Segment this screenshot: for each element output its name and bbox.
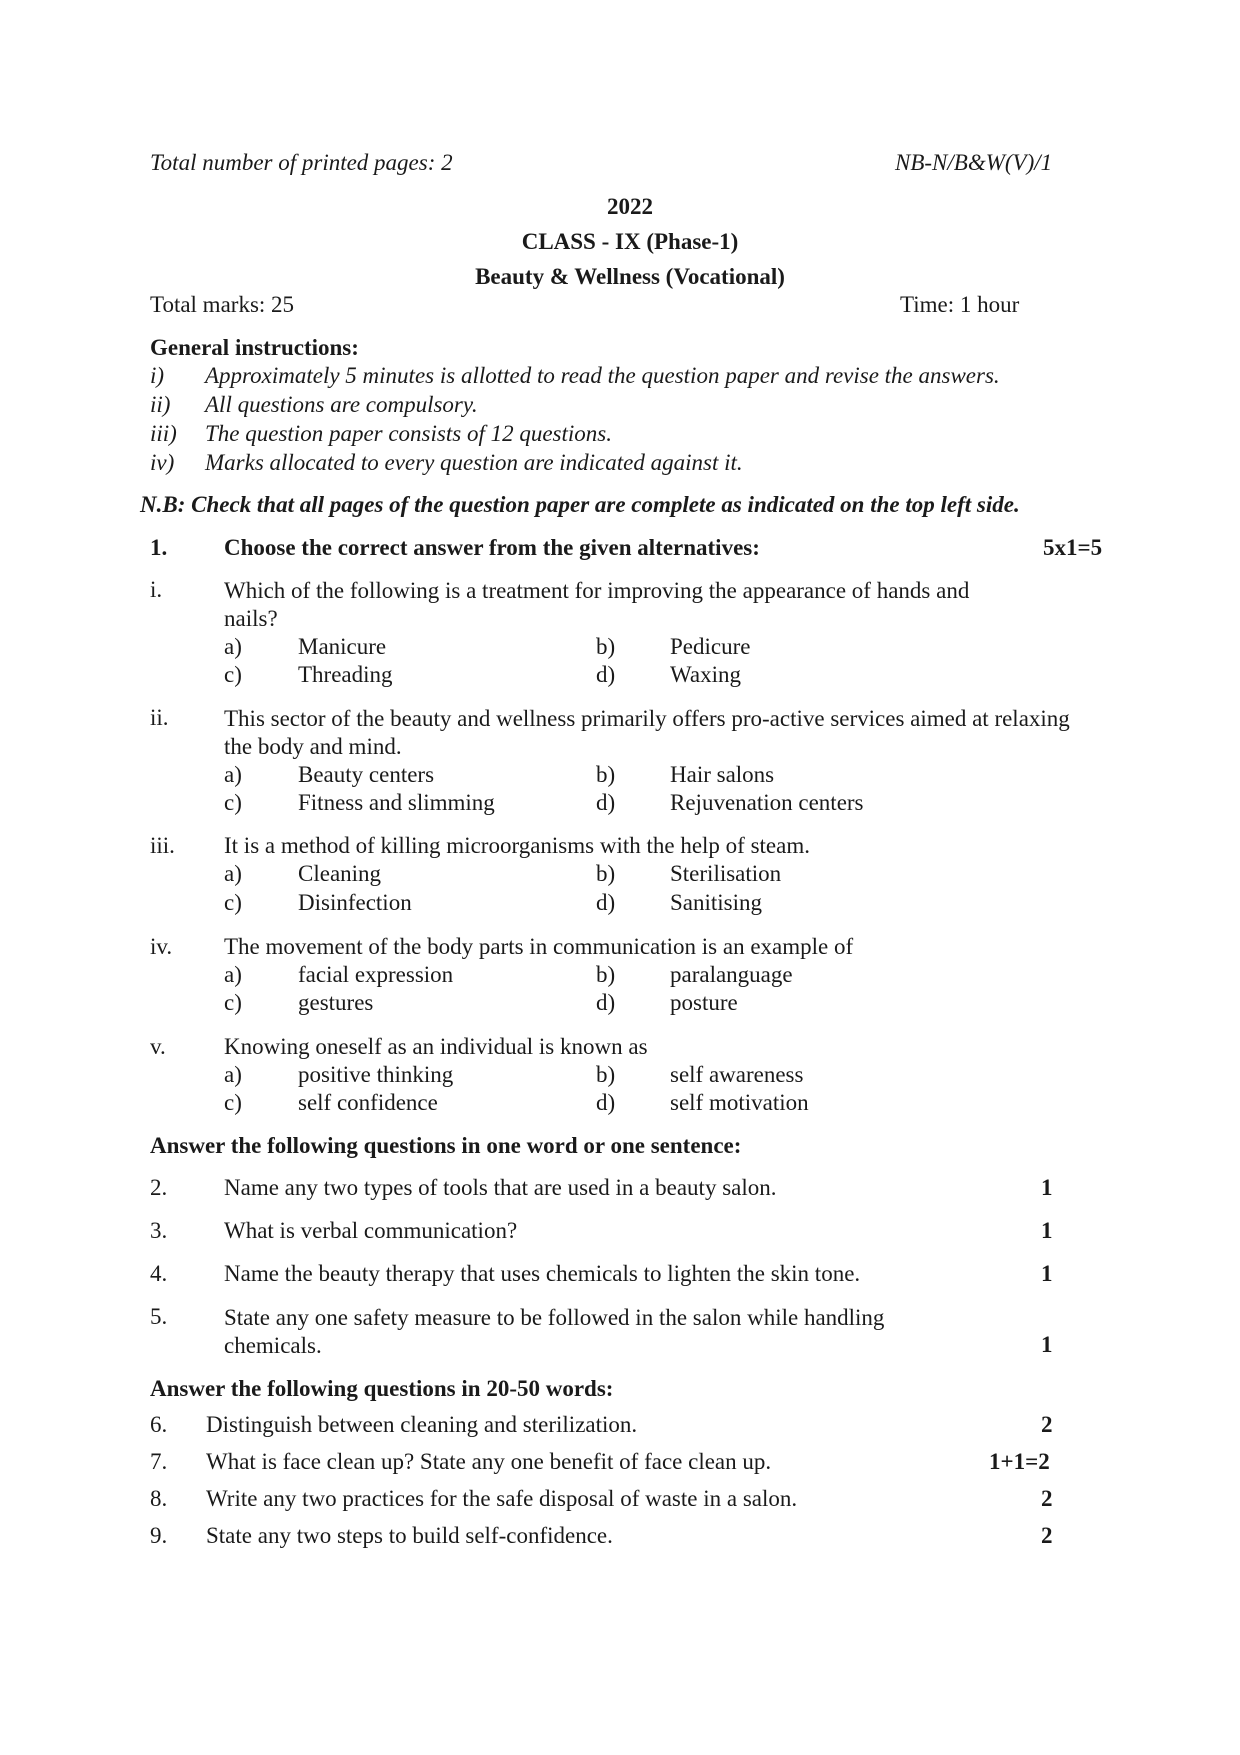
option-label: a) xyxy=(224,762,242,787)
option-text: Waxing xyxy=(670,662,741,687)
option-label: d) xyxy=(596,1090,616,1115)
question-text: Choose the correct answer from the given alternatives: xyxy=(224,535,760,560)
option-label: c) xyxy=(224,1090,242,1115)
question-number: 2. xyxy=(150,1175,168,1200)
question-marks: 1 xyxy=(1041,1175,1053,1200)
option-label: a) xyxy=(224,962,242,987)
option-text: gestures xyxy=(298,990,374,1015)
question-marks: 1+1=2 xyxy=(989,1449,1050,1474)
option-label: c) xyxy=(224,990,242,1015)
question-number: 1. xyxy=(150,535,168,560)
section-heading: Answer the following questions in one word or one sentence: xyxy=(150,1133,742,1158)
option-label: b) xyxy=(596,634,616,659)
option-label: b) xyxy=(596,1062,616,1087)
question-marks: 2 xyxy=(1041,1412,1053,1437)
option-label: d) xyxy=(596,890,616,915)
question-marks: 2 xyxy=(1041,1523,1053,1548)
option-label: a) xyxy=(224,861,242,886)
option-text: self motivation xyxy=(670,1090,809,1115)
instruction-num: iii) xyxy=(150,421,177,446)
instruction-text: Approximately 5 minutes is allotted to read the question paper and revise the answers. xyxy=(205,363,1000,388)
question-marks: 1 xyxy=(1041,1332,1053,1357)
instruction-num: i) xyxy=(150,363,165,388)
sub-question-number: v. xyxy=(150,1034,166,1059)
printed-pages-note: Total number of printed pages: 2 xyxy=(150,150,453,175)
sub-question-text: Which of the following is a treatment for improving the appearance of hands and nails? xyxy=(224,578,970,631)
sub-question-number: iv. xyxy=(150,934,173,959)
sub-question-text: Knowing oneself as an individual is known as xyxy=(224,1034,648,1059)
instructions-heading: General instructions: xyxy=(150,335,359,360)
option-text: self awareness xyxy=(670,1062,804,1087)
class-line: CLASS - IX (Phase-1) xyxy=(521,229,739,254)
sub-question-text: This sector of the beauty and wellness primarily offers pro-active services aimed at relaxing the body and mind. xyxy=(224,706,1070,759)
option-text: Pedicure xyxy=(670,634,751,659)
option-text: Manicure xyxy=(298,634,387,659)
instruction-text: The question paper consists of 12 questions. xyxy=(205,421,612,446)
question-text: Name any two types of tools that are used in a beauty salon. xyxy=(224,1175,777,1200)
question-number: 4. xyxy=(150,1261,168,1286)
option-text: Fitness and slimming xyxy=(298,790,495,815)
question-marks: 1 xyxy=(1041,1261,1053,1286)
question-number: 9. xyxy=(150,1523,168,1548)
section-heading: Answer the following questions in 20-50 words: xyxy=(150,1376,614,1401)
sub-question-number: i. xyxy=(150,577,163,602)
option-label: a) xyxy=(224,634,242,659)
question-text: State any two steps to build self-confidence. xyxy=(206,1523,613,1548)
question-text: What is face clean up? State any one benefit of face clean up. xyxy=(206,1449,772,1474)
option-label: a) xyxy=(224,1062,242,1087)
option-text: Disinfection xyxy=(298,890,412,915)
subject-title: Beauty & Wellness (Vocational) xyxy=(475,264,785,289)
question-number: 7. xyxy=(150,1449,168,1474)
question-marks: 1 xyxy=(1041,1218,1053,1243)
instruction-num: iv) xyxy=(150,450,175,475)
option-text: Hair salons xyxy=(670,762,775,787)
sub-question-number: ii. xyxy=(150,705,169,730)
option-text: Rejuvenation centers xyxy=(670,790,864,815)
option-label: d) xyxy=(596,990,616,1015)
sub-question-number: iii. xyxy=(150,833,175,858)
option-text: Sanitising xyxy=(670,890,763,915)
question-number: 3. xyxy=(150,1218,168,1243)
option-label: b) xyxy=(596,762,616,787)
question-text: What is verbal communication? xyxy=(224,1218,518,1243)
option-text: facial expression xyxy=(298,962,454,987)
instruction-num: ii) xyxy=(150,392,171,417)
option-label: b) xyxy=(596,962,616,987)
option-text: posture xyxy=(670,990,738,1015)
time-allowed: Time: 1 hour xyxy=(900,292,1020,317)
option-text: Threading xyxy=(298,662,393,687)
question-number: 8. xyxy=(150,1486,168,1511)
total-marks: Total marks: 25 xyxy=(150,292,295,317)
option-label: d) xyxy=(596,662,616,687)
question-text: Distinguish between cleaning and sterilization. xyxy=(206,1412,638,1437)
option-text: Sterilisation xyxy=(670,861,782,886)
option-text: positive thinking xyxy=(298,1062,454,1087)
sub-question-text: It is a method of killing microorganisms with the help of steam. xyxy=(224,833,810,858)
question-marks: 2 xyxy=(1041,1486,1053,1511)
question-number: 5. xyxy=(150,1304,168,1329)
question-text: Name the beauty therapy that uses chemicals to lighten the skin tone. xyxy=(224,1261,861,1286)
option-label: c) xyxy=(224,890,242,915)
option-text: Cleaning xyxy=(298,861,382,886)
sub-question-text: The movement of the body parts in communication is an example of xyxy=(224,934,854,959)
question-text: State any one safety measure to be followed in the salon while handling chemicals. xyxy=(224,1305,885,1358)
instruction-text: Marks allocated to every question are indicated against it. xyxy=(205,450,743,475)
option-label: c) xyxy=(224,662,242,687)
question-number: 6. xyxy=(150,1412,168,1437)
option-label: c) xyxy=(224,790,242,815)
option-text: paralanguage xyxy=(670,962,793,987)
option-label: b) xyxy=(596,861,616,886)
option-text: Beauty centers xyxy=(298,762,435,787)
question-text: Write any two practices for the safe disposal of waste in a salon. xyxy=(206,1486,798,1511)
paper-code: NB-N/B&W(V)/1 xyxy=(895,150,1053,175)
nb-note: N.B: Check that all pages of the question paper are complete as indicated on the top left side. xyxy=(140,492,1020,517)
option-text: self confidence xyxy=(298,1090,438,1115)
question-marks: 5x1=5 xyxy=(1043,535,1103,560)
option-label: d) xyxy=(596,790,616,815)
exam-year: 2022 xyxy=(607,194,653,219)
instruction-text: All questions are compulsory. xyxy=(205,392,478,417)
